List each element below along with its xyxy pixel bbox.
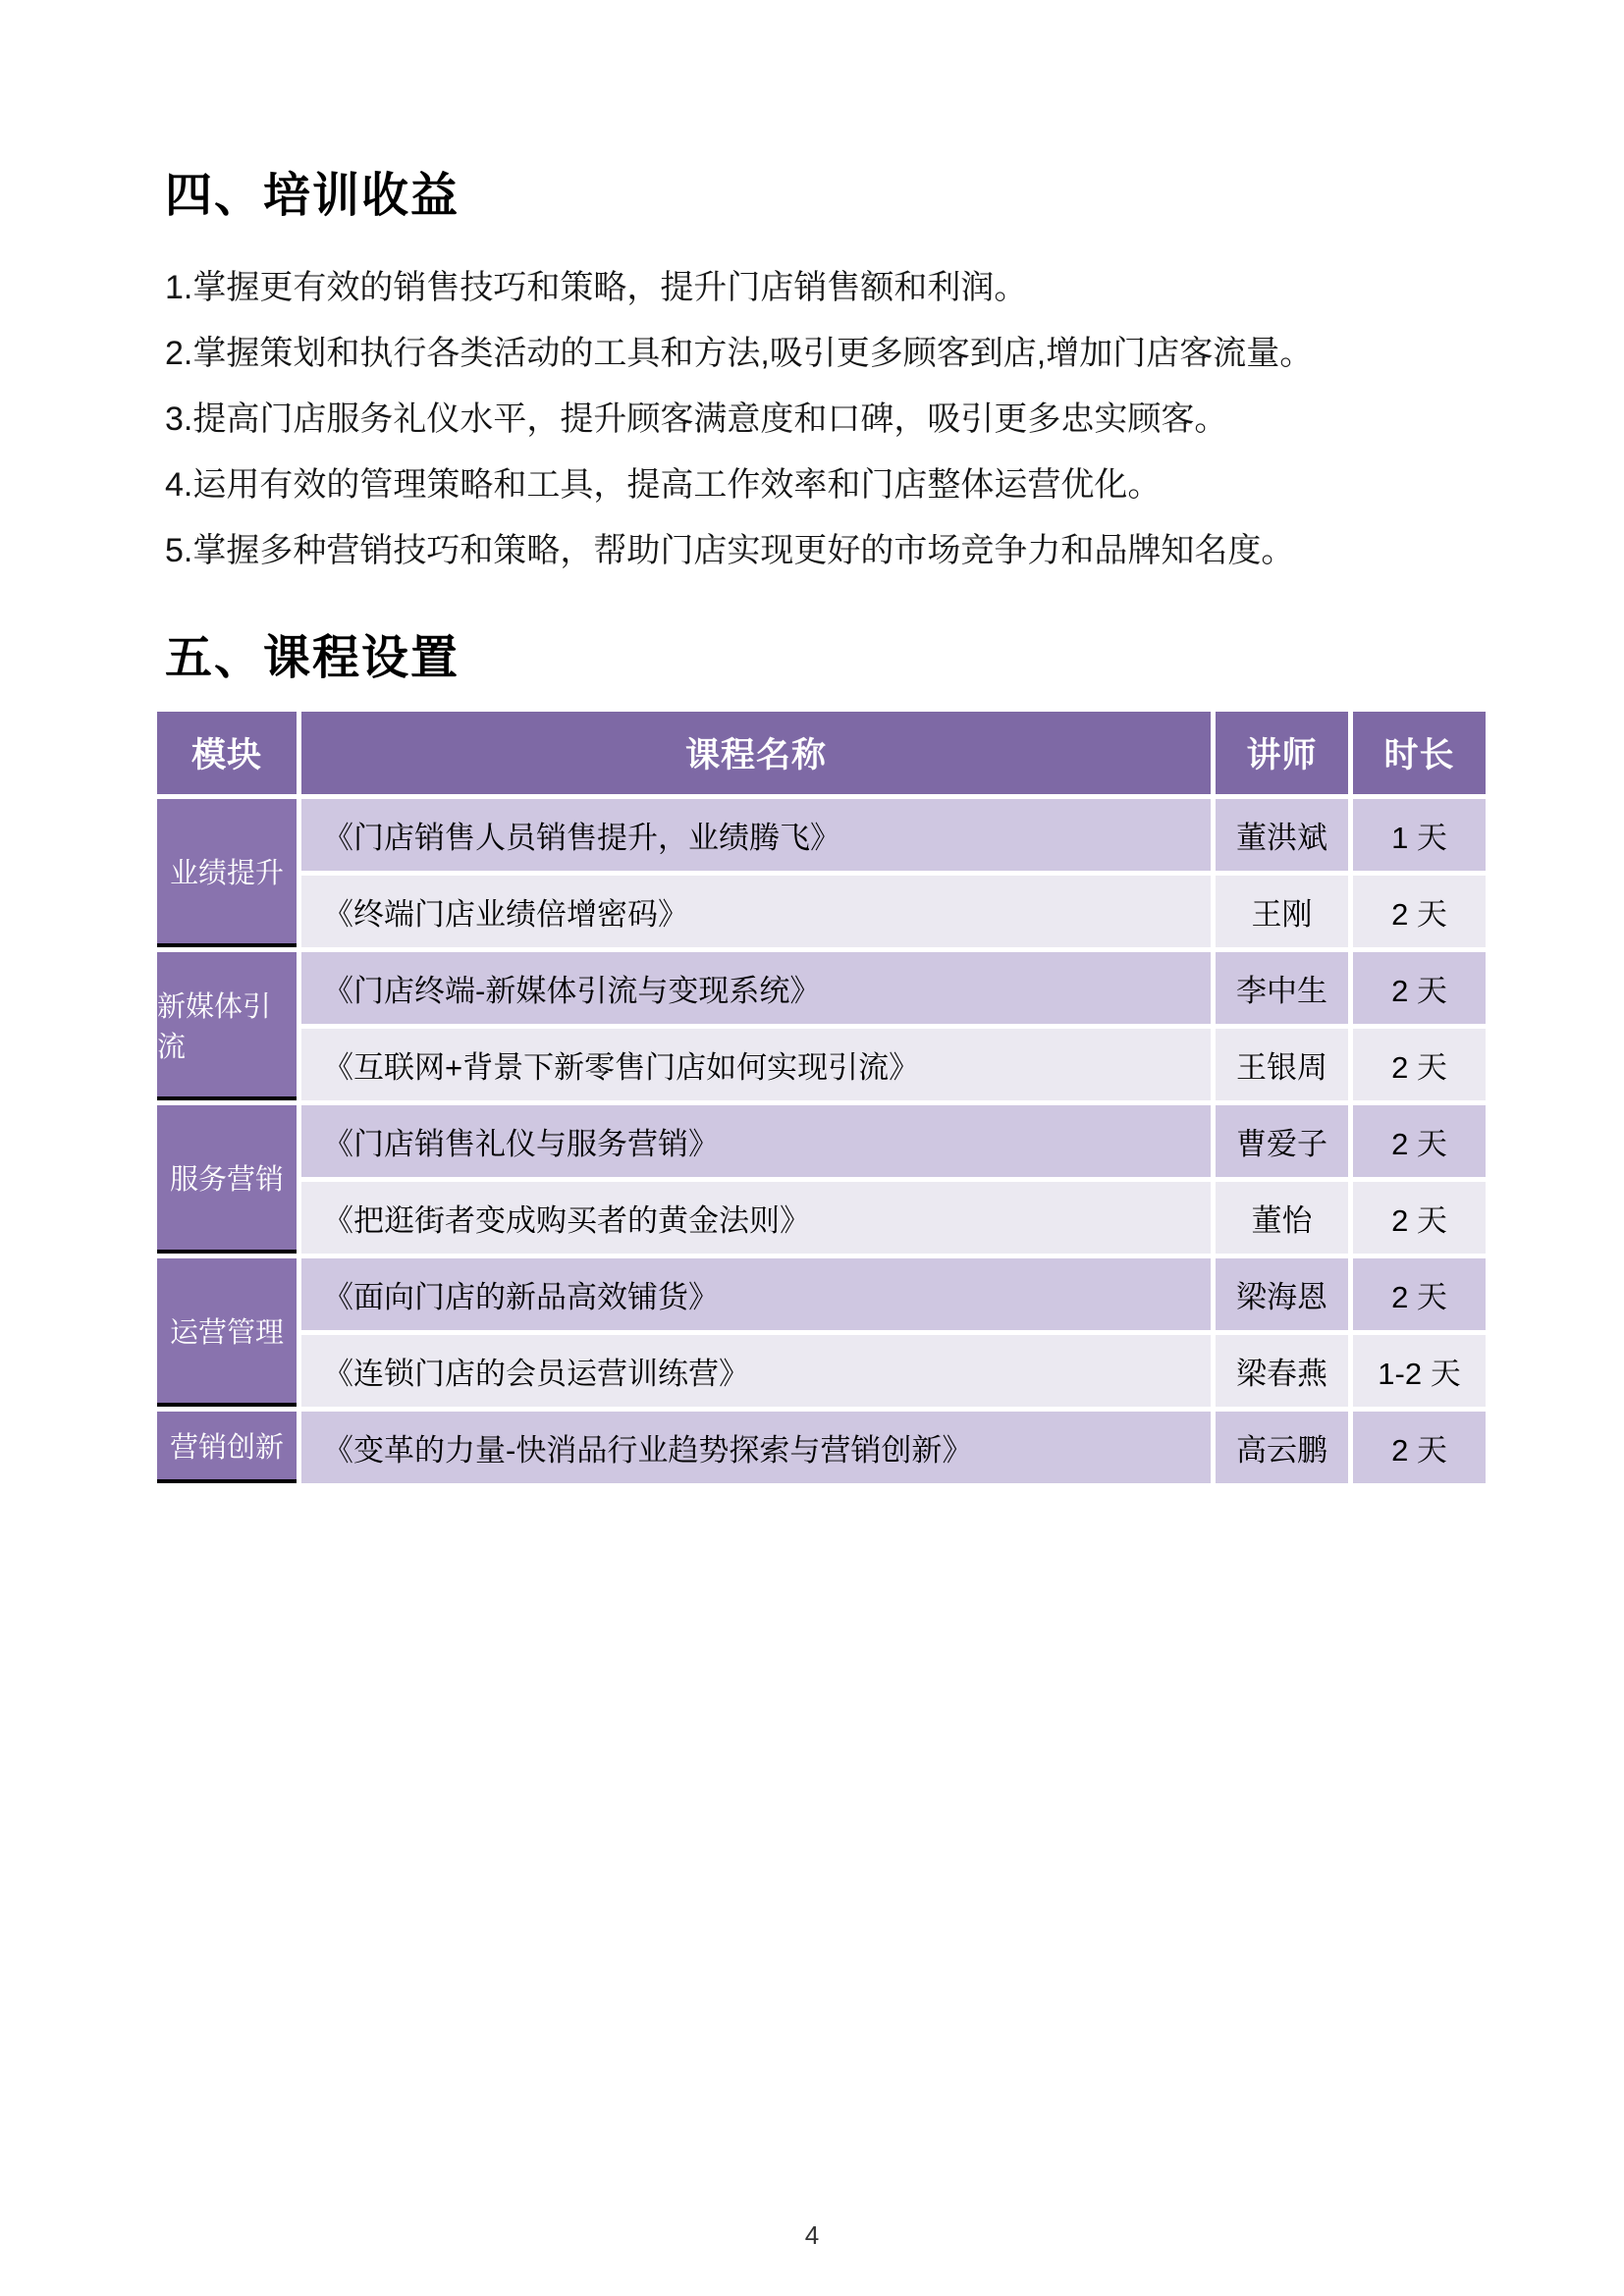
course-cell: 《门店销售礼仪与服务营销》 [301, 1105, 1211, 1177]
course-cell: 《互联网+背景下新零售门店如何实现引流》 [301, 1029, 1211, 1100]
course-cell: 《门店终端-新媒体引流与变现系统》 [301, 952, 1211, 1024]
course-cell: 《终端门店业绩倍增密码》 [301, 876, 1211, 947]
benefit-list [165, 255, 1486, 584]
page-number: 4 [804, 2220, 820, 2250]
duration-cell: 2 天 [1353, 1412, 1486, 1483]
benefit-item-2: 2.掌握策划和执行各类活动的工具和方法,吸引更多顾客到店,增加门店客流量。 [165, 335, 1314, 372]
instructor-cell: 高云鹏 [1216, 1412, 1348, 1483]
course-cell: 《面向门店的新品高效铺货》 [301, 1258, 1211, 1330]
benefit-item-4: 4.运用有效的管理策略和工具，提高工作效率和门店整体运营优化。 [165, 466, 1162, 504]
duration-cell: 2 天 [1353, 1258, 1486, 1330]
duration-cell: 1-2 天 [1353, 1335, 1486, 1407]
instructor-cell: 梁海恩 [1216, 1258, 1348, 1330]
column-header-instructor: 讲师 [1216, 712, 1348, 794]
section-heading-benefits: 四、培训收益 [165, 170, 460, 222]
duration-cell: 2 天 [1353, 1182, 1486, 1254]
course-cell: 《变革的力量-快消品行业趋势探索与营销创新》 [301, 1412, 1211, 1483]
benefit-item-5: 5.掌握多种营销技巧和策略，帮助门店实现更好的市场竞争力和品牌知名度。 [165, 532, 1295, 569]
instructor-cell: 董怡 [1216, 1182, 1348, 1254]
course-table [157, 712, 1486, 1483]
instructor-cell: 李中生 [1216, 952, 1348, 1024]
column-header-course: 课程名称 [301, 712, 1211, 794]
course-cell: 《门店销售人员销售提升，业绩腾飞》 [301, 799, 1211, 871]
column-header-module: 模块 [157, 712, 297, 794]
course-cell: 《连锁门店的会员运营训练营》 [301, 1335, 1211, 1407]
column-header-duration: 时长 [1353, 712, 1486, 794]
module-cell: 运营管理 [157, 1258, 297, 1407]
duration-cell: 2 天 [1353, 876, 1486, 947]
module-cell: 业绩提升 [157, 799, 297, 947]
module-cell: 服务营销 [157, 1105, 297, 1254]
page-content [157, 167, 1486, 1483]
duration-cell: 2 天 [1353, 1029, 1486, 1100]
section-heading-courses: 五、课程设置 [165, 632, 460, 684]
course-cell: 《把逛街者变成购买者的黄金法则》 [301, 1182, 1211, 1254]
benefit-item-1: 1.掌握更有效的销售技巧和策略，提升门店销售额和利润。 [165, 269, 1028, 306]
instructor-cell: 梁春燕 [1216, 1335, 1348, 1407]
duration-cell: 2 天 [1353, 1105, 1486, 1177]
benefit-item-3: 3.提高门店服务礼仪水平，提升顾客满意度和口碑，吸引更多忠实顾客。 [165, 400, 1228, 438]
module-cell: 营销创新 [157, 1412, 297, 1483]
module-cell: 新媒体引流 [157, 952, 297, 1100]
instructor-cell: 王银周 [1216, 1029, 1348, 1100]
duration-cell: 1 天 [1353, 799, 1486, 871]
instructor-cell: 董洪斌 [1216, 799, 1348, 871]
instructor-cell: 王刚 [1216, 876, 1348, 947]
instructor-cell: 曹爱子 [1216, 1105, 1348, 1177]
duration-cell: 2 天 [1353, 952, 1486, 1024]
